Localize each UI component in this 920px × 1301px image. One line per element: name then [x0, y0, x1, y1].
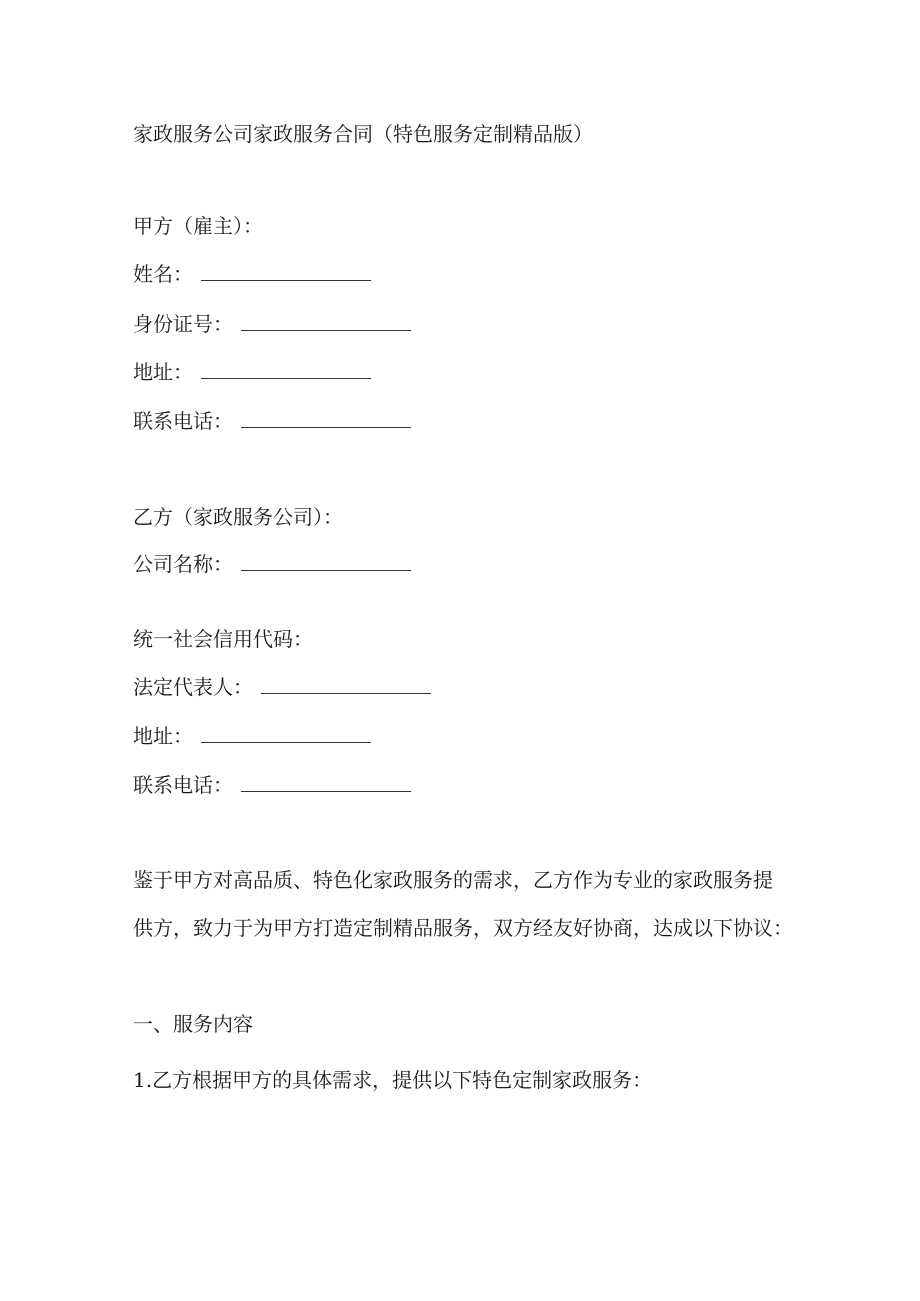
party-a-phone-label: 联系电话：: [133, 409, 233, 433]
party-b-credit-code-label: 统一社会信用代码：: [133, 627, 313, 651]
preamble-line-1: 鉴于甲方对高品质、特色化家政服务的需求，乙方作为专业的家政服务提: [133, 868, 773, 892]
party-b-address-label: 地址：: [133, 724, 193, 748]
party-b-credit-code-row: [133, 625, 313, 653]
party-a-id-row: [133, 310, 411, 338]
party-b-legal-rep-blank: [261, 673, 431, 694]
party-a-name-label: 姓名：: [133, 262, 193, 286]
party-a-address-blank: [201, 358, 371, 379]
party-b-phone-blank: [241, 771, 411, 792]
party-b-address-blank: [201, 722, 371, 743]
party-b-phone-row: [133, 771, 411, 799]
party-b-phone-label: 联系电话：: [133, 773, 233, 797]
party-a-id-label: 身份证号：: [133, 312, 233, 336]
party-b-legal-rep-label: 法定代表人：: [133, 675, 253, 699]
party-a-heading: 甲方（雇主）：: [133, 214, 263, 238]
party-b-company-label: 公司名称：: [133, 552, 233, 576]
party-b-company-row: [133, 550, 411, 578]
party-a-id-blank: [241, 310, 411, 331]
party-b-company-blank: [241, 550, 411, 571]
party-b-legal-rep-row: [133, 673, 431, 701]
section-1-heading: 一、服务内容: [133, 1012, 253, 1036]
clause-1-1: 1.乙方根据甲方的具体需求，提供以下特色定制家政服务：: [133, 1068, 653, 1092]
party-b-address-row: [133, 722, 371, 750]
party-a-address-label: 地址：: [133, 360, 193, 384]
party-a-name-blank: [201, 260, 371, 281]
party-a-phone-blank: [241, 407, 411, 428]
party-b-heading: 乙方（家政服务公司）：: [133, 505, 343, 529]
preamble-line-2: 供方，致力于为甲方打造定制精品服务，双方经友好协商，达成以下协议：: [133, 916, 793, 940]
party-a-phone-row: [133, 407, 411, 435]
contract-title: 家政服务公司家政服务合同（特色服务定制精品版）: [133, 122, 593, 146]
party-a-address-row: [133, 358, 371, 386]
party-a-name-row: [133, 260, 371, 288]
